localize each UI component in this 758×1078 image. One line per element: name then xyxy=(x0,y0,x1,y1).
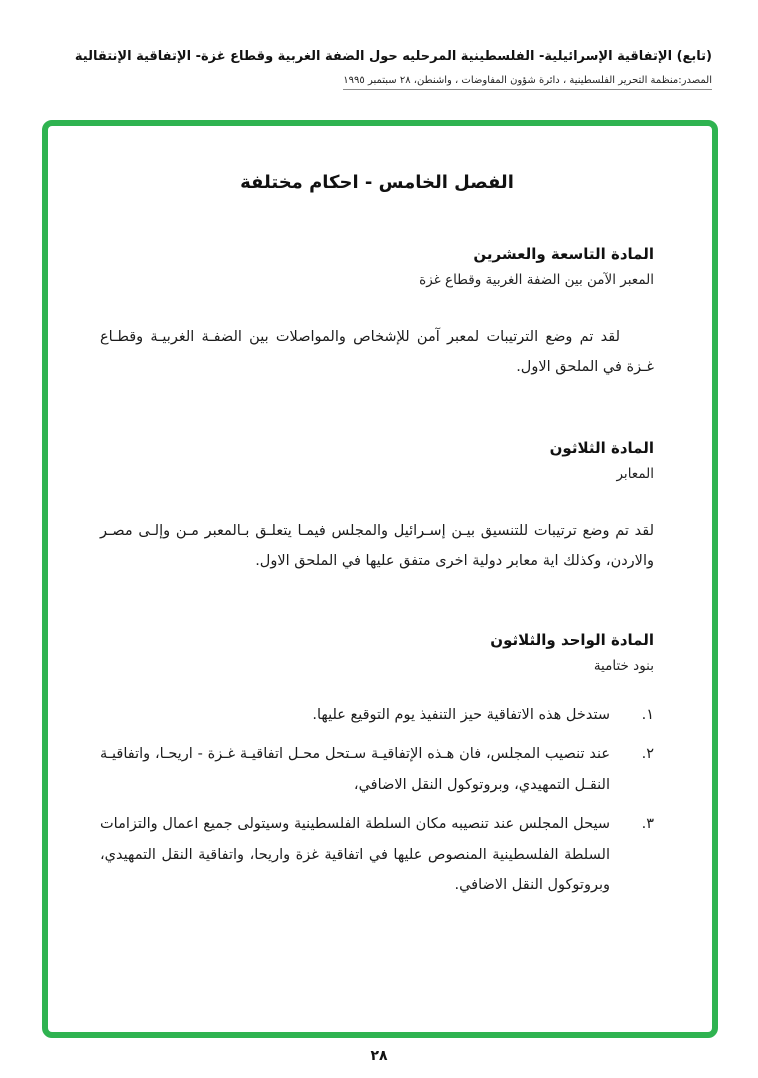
article-29-heading: المادة التاسعة والعشرين xyxy=(473,245,654,263)
article-30-heading: المادة الثلاثون xyxy=(549,438,654,457)
clause-item xyxy=(100,809,654,900)
clause-item xyxy=(100,739,654,800)
article-30-body: لقد تم وضع ترتيبات للتنسيق بيـن إسـرائيل والمجلس فيمـا يتعلـق بـالمعبر مـن وإلـى مصـر والاردن، وكذلك اية معابر دولية اخرى متفق عليها في الملحق الاول. xyxy=(100,522,654,570)
section-gap xyxy=(100,577,654,631)
article-29-subheading: المعبر الآمن بين الضفة الغربية وقطاع غزة xyxy=(419,272,654,288)
header-title: (تابع) الإتفاقية الإسرائيلية- الفلسطينية المرحليه حول الضفة الغربية وقطاع غزة- الإتفاقية الإنتقالية xyxy=(74,49,712,64)
clause-text: عند تنصيب المجلس، فان هـذه الإتفاقيـة سـتحل محـل اتفاقيـة غـزة - اريحـا، واتفاقيـة النقـل التمهيدي، وبروتوكول النقل الاضافي، xyxy=(100,746,610,793)
chapter-title: الفصل الخامس - احكام مختلفة xyxy=(240,172,514,193)
article-30-subheading: المعابر xyxy=(616,465,654,482)
section-gap xyxy=(100,383,654,439)
page-header xyxy=(40,46,712,90)
article-30 xyxy=(100,439,654,577)
article-29-body: لقد تم وضع الترتيبات لمعبر آمن للإشخاص والمواصلات بين الضفـة الغربيـة وقطـاع غـزة في الملحق الاول. xyxy=(100,329,654,376)
final-clauses-list xyxy=(100,700,654,901)
clause-number: ٢. xyxy=(641,746,654,763)
clause-item xyxy=(100,700,654,730)
document-frame xyxy=(42,120,718,1038)
clause-number: ١. xyxy=(641,706,654,723)
document-content xyxy=(48,126,712,929)
clause-text: سيحل المجلس عند تنصيبه مكان السلطة الفلسطينية وسيتولى جميع اعمال والتزامات السلطة الفلسطينية المنصوص عليها في اتفاقية غزة واريحا، واتفاقية النقل التمهيدي، وبروتوكول النقل الاضافي. xyxy=(100,816,610,893)
article-31-heading: المادة الواحد والثلاثون xyxy=(490,630,654,649)
article-29 xyxy=(100,245,654,383)
clause-number: ٣. xyxy=(641,816,654,833)
clause-text: ستدخل هذه الاتفاقية حيز التنفيذ يوم التوقيع عليها. xyxy=(312,706,610,723)
header-source: المصدر:منظمة التحرير الفلسطينية ، دائرة شؤون المفاوضات ، واشنطن، ٢٨ سبتمبر ١٩٩٥ xyxy=(343,75,712,90)
page-number: ٢٨ xyxy=(370,1048,388,1064)
article-31-subheading: بنود ختامية xyxy=(593,657,654,674)
article-31 xyxy=(100,631,654,901)
